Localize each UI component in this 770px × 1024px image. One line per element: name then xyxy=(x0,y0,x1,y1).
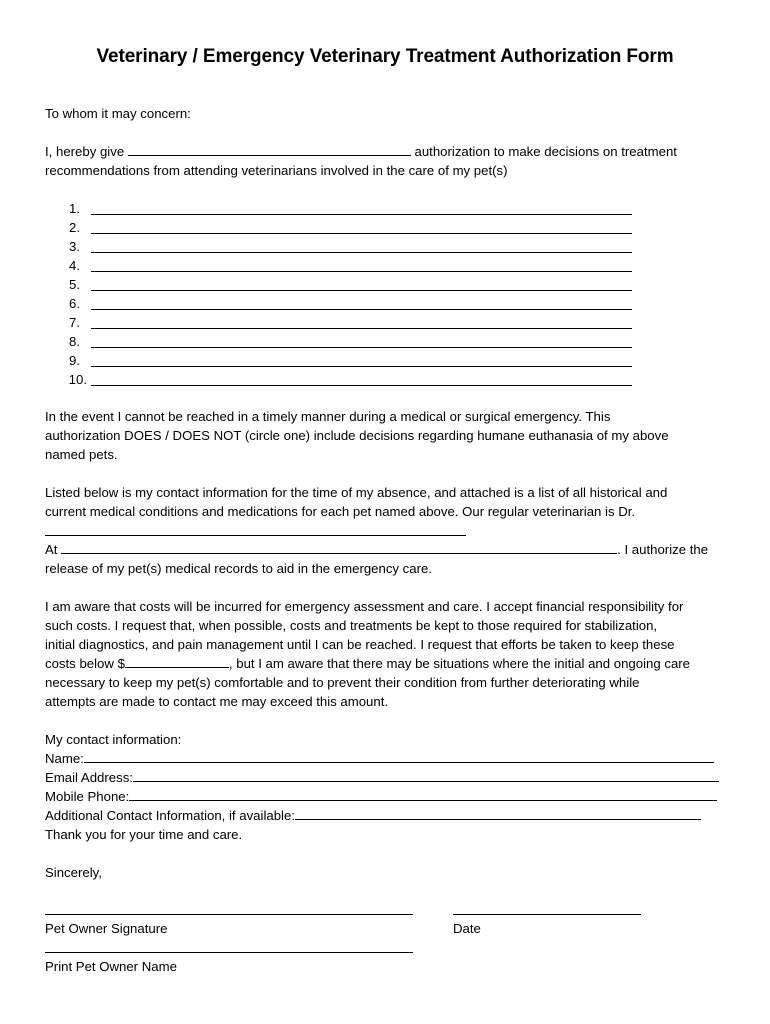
email-row xyxy=(45,768,719,787)
pet-name-field[interactable] xyxy=(91,347,632,348)
contact-paragraph-1: Listed below is my contact information for the time of my absence, and attached is a list of all historical and xyxy=(45,485,668,500)
my-contact-heading: My contact information: xyxy=(45,732,182,747)
pet-number: 3. xyxy=(69,239,80,254)
print-name-label: Print Pet Owner Name xyxy=(45,959,177,974)
pet-number: 1. xyxy=(69,201,80,216)
date-label: Date xyxy=(453,921,481,936)
signature-field[interactable] xyxy=(45,914,413,915)
event-paragraph-2: authorization DOES / DOES NOT (circle one) include decisions regarding humane euthanasia of my above xyxy=(45,428,669,443)
pet-number: 8. xyxy=(69,334,80,349)
phone-row xyxy=(45,787,717,806)
pet-name-field[interactable] xyxy=(91,271,632,272)
pet-name-field[interactable] xyxy=(91,366,632,367)
cost-paragraph-4 xyxy=(45,654,690,673)
additional-label: Additional Contact Information, if available: xyxy=(45,808,295,823)
release-line: release of my pet(s) medical records to aid in the emergency care. xyxy=(45,561,433,576)
pet-name-field[interactable] xyxy=(91,214,632,215)
pet-number: 6. xyxy=(69,296,80,311)
cost-prefix: costs below $ xyxy=(45,656,125,671)
authorization-line xyxy=(45,142,677,161)
phone-label: Mobile Phone: xyxy=(45,789,130,804)
at-line xyxy=(45,540,708,559)
veterinarian-name-field[interactable] xyxy=(45,535,466,536)
additional-row xyxy=(45,806,701,825)
additional-contact-field[interactable] xyxy=(295,806,701,820)
at-suffix: . I authorize the xyxy=(617,542,709,557)
auth-prefix: I, hereby give xyxy=(45,144,125,159)
pet-name-field[interactable] xyxy=(91,385,632,386)
pet-number: 7. xyxy=(69,315,80,330)
auth-suffix: authorization to make decisions on treatment xyxy=(414,144,677,159)
cost-suffix: , but I am aware that there may be situations where the initial and ongoing care xyxy=(228,656,691,671)
event-paragraph-3: named pets. xyxy=(45,447,118,462)
greeting: To whom it may concern: xyxy=(45,106,191,121)
cost-paragraph-6: attempts are made to contact me may exceed this amount. xyxy=(45,694,389,709)
name-row xyxy=(45,749,714,768)
cost-paragraph-5: necessary to keep my pet(s) comfortable and to prevent their condition from further deteriorating while xyxy=(45,675,640,690)
pet-number: 4. xyxy=(69,258,80,273)
name-label: Name: xyxy=(45,751,84,766)
cost-limit-field[interactable] xyxy=(125,654,229,668)
at-label: At xyxy=(45,542,58,557)
thanks-line: Thank you for your time and care. xyxy=(45,827,243,842)
pet-name-field[interactable] xyxy=(91,309,632,310)
contact-paragraph-2: current medical conditions and medications for each pet named above. Our regular veterinarian is Dr. xyxy=(45,504,636,519)
date-field[interactable] xyxy=(453,914,641,915)
cost-paragraph-3: initial diagnostics, and pain management until I can be reached. I request that efforts be taken to keep these xyxy=(45,637,675,652)
page-title: Veterinary / Emergency Veterinary Treatment Authorization Form xyxy=(96,46,674,67)
print-name-field[interactable] xyxy=(45,952,413,953)
pet-name-field[interactable] xyxy=(91,328,632,329)
pet-number: 2. xyxy=(69,220,80,235)
pet-number: 9. xyxy=(69,353,80,368)
event-paragraph-1: In the event I cannot be reached in a timely manner during a medical or surgical emergency. This xyxy=(45,409,611,424)
email-label: Email Address: xyxy=(45,770,133,785)
pet-name-field[interactable] xyxy=(91,290,632,291)
authorized-person-field[interactable] xyxy=(128,142,411,156)
clinic-location-field[interactable] xyxy=(61,540,617,554)
pet-name-field[interactable] xyxy=(91,252,632,253)
pet-number: 5. xyxy=(69,277,80,292)
cost-paragraph-2: such costs. I request that, when possible, costs and treatments be kept to those required for stabilization, xyxy=(45,618,658,633)
signature-label: Pet Owner Signature xyxy=(45,921,168,936)
name-field[interactable] xyxy=(84,749,714,763)
sincerely-line: Sincerely, xyxy=(45,865,102,880)
auth-line2: recommendations from attending veterinarians involved in the care of my pet(s) xyxy=(45,163,508,178)
cost-paragraph-1: I am aware that costs will be incurred for emergency assessment and care. I accept financial responsibility for xyxy=(45,599,684,614)
phone-field[interactable] xyxy=(129,787,717,801)
email-field[interactable] xyxy=(133,768,719,782)
pet-number: 10. xyxy=(68,372,87,387)
pet-name-field[interactable] xyxy=(91,233,632,234)
